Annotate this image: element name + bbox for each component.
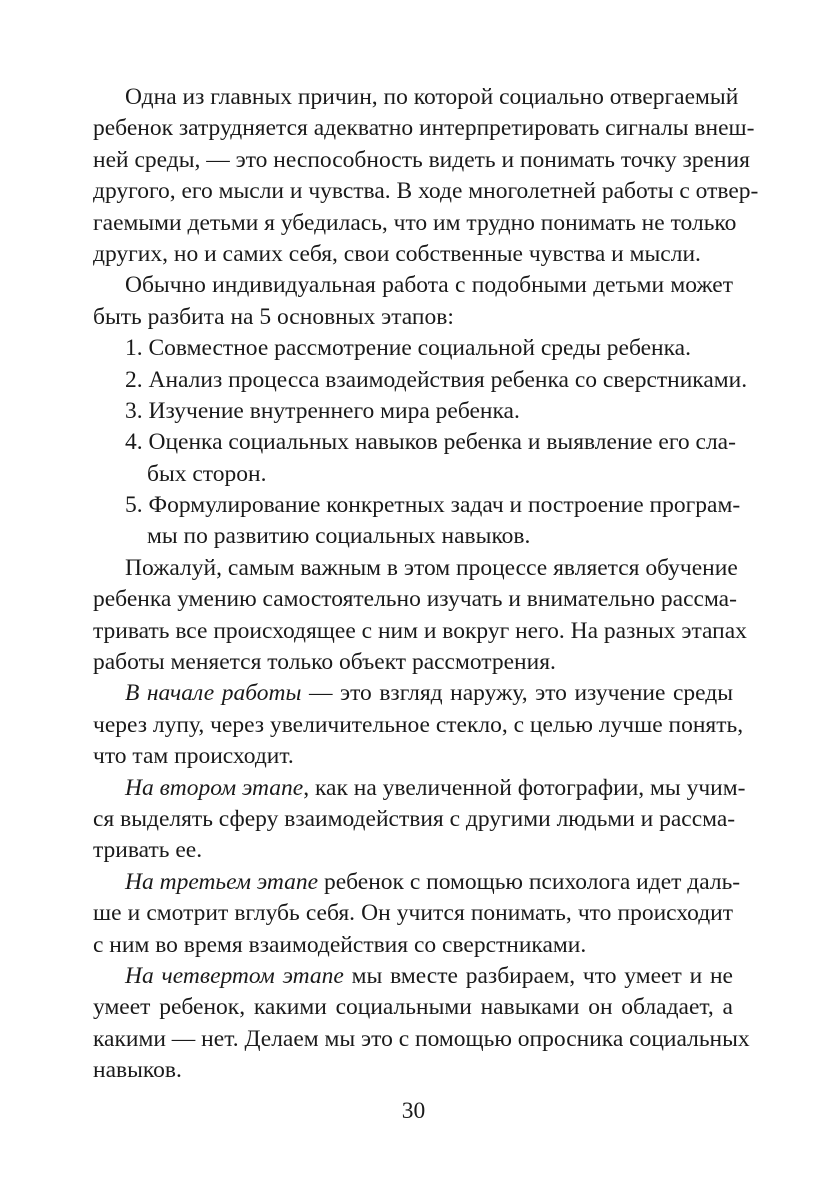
text-line: тривать ее.	[93, 837, 203, 864]
list-item: 2. Анализ процесса взаимодействия ребенка со сверстниками.	[125, 366, 748, 393]
text-line: Обычно индивидуальная работа с подобными детьми может	[125, 272, 733, 299]
text-line: ся выделять сферу взаимодействия с другими людьми и рассма-	[93, 805, 736, 832]
text-line: другого, его мысли и чувства. В ходе многолетней работы с отвер-	[93, 178, 759, 205]
page-number: 30	[401, 1098, 426, 1124]
text-line	[93, 678, 733, 709]
paragraph-stage-second	[93, 773, 746, 867]
list-item: 4. Оценка социальных навыков ребенка и выявление его сла-	[125, 429, 736, 456]
text-line: быть разбита на 5 основных этапов:	[93, 303, 454, 330]
paragraph-learning	[93, 553, 747, 679]
italic-phrase: В начале работы	[125, 680, 302, 707]
list-item-continuation: бых сторон.	[147, 460, 267, 487]
italic-phrase: На четвертом этапе	[125, 962, 344, 989]
text-line: тривать все происходящее с ним и вокруг него. На разных этапах	[93, 617, 747, 644]
paragraph-stages-intro	[93, 270, 733, 333]
text-line: умеет ребенок, какими социальными навыками он обладает, а	[93, 994, 733, 1021]
text-run: ребенок с помощью психолога идет даль-	[318, 868, 741, 895]
text-line	[93, 773, 746, 804]
text-line: других, но и самих себя, свои собственные чувства и мысли.	[93, 240, 701, 267]
text-run: мы вместе разбираем, что умеет и не	[343, 962, 733, 989]
text-line: что там происходит.	[93, 743, 294, 770]
text-line: ребенка умению самостоятельно изучать и внимательно рассма-	[93, 586, 737, 613]
text-line: Пожалуй, самым важным в этом процессе является обучение	[125, 554, 738, 581]
text-run: — это взгляд наружу, это изучение среды	[301, 680, 733, 707]
text-line: гаемыми детьми я убедилась, что им трудно понимать не только	[93, 209, 737, 236]
text-line	[93, 867, 741, 898]
text-line: ней среды, — это неспособность видеть и понимать точку зрения	[93, 146, 750, 173]
list-item: 1. Совместное рассмотрение социальной среды ребенка.	[125, 335, 691, 362]
body-text	[93, 82, 759, 1087]
paragraph-stage-third	[93, 867, 741, 961]
text-line: ше и смотрит вглубь себя. Он учится понимать, что происходит	[93, 900, 733, 927]
text-line: какими — нет. Делаем мы это с помощью опросника социальных	[93, 1025, 750, 1052]
paragraph-stage-fourth	[93, 961, 750, 1087]
text-line: Одна из главных причин, по которой социально отвергаемый	[125, 84, 739, 110]
text-run: , как на увеличенной фотографии, мы учим-	[303, 774, 746, 801]
text-line: работы меняется только объект рассмотрения.	[93, 649, 556, 676]
paragraph-intro	[93, 82, 759, 270]
text-line: ребенок затрудняется адекватно интерпретировать сигналы внеш-	[93, 115, 755, 142]
italic-phrase: На третьем этапе	[125, 868, 319, 895]
list-item: 5. Формулирование конкретных задач и построение програм-	[125, 492, 741, 519]
list-item: 3. Изучение внутреннего мира ребенка.	[125, 397, 520, 424]
list-item-continuation: мы по развитию социальных навыков.	[147, 523, 531, 550]
text-line: через лупу, через увеличительное стекло, с целью лучше понять,	[93, 711, 744, 738]
text-line	[93, 961, 733, 992]
text-line: навыков.	[93, 1057, 182, 1084]
paragraph-stage-beginning	[93, 678, 744, 772]
italic-phrase: На втором этапе	[125, 774, 304, 801]
numbered-list	[93, 333, 748, 553]
text-line: с ним во время взаимодействия со сверстниками.	[93, 931, 587, 958]
